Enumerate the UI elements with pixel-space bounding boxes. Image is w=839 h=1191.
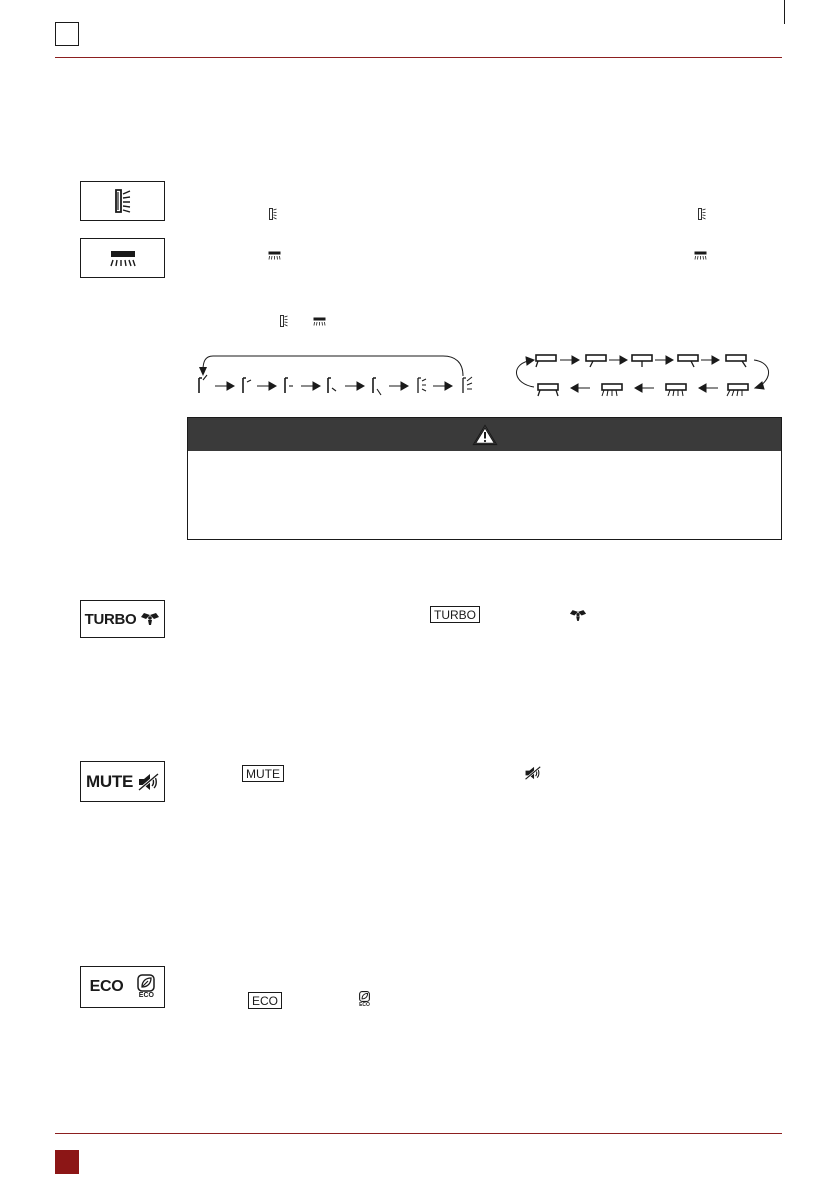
unit-top-4 xyxy=(678,355,698,367)
vertical-swing-sequence xyxy=(193,340,483,396)
horizontal-swing-sequence xyxy=(508,350,782,400)
louver-position-6 xyxy=(418,378,426,393)
section-marker-box xyxy=(55,22,79,46)
unit-top-5 xyxy=(726,355,746,367)
eco-button[interactable] xyxy=(80,966,165,1008)
louver-position-4 xyxy=(328,378,336,393)
louver-position-5 xyxy=(373,378,381,395)
horizontal-louver-icon xyxy=(268,251,281,260)
eco-leaf-icon xyxy=(359,991,370,1008)
vertical-louver-icon xyxy=(698,208,706,220)
turbo-fan-icon xyxy=(569,609,587,622)
mute-icon xyxy=(137,773,159,791)
turbo-button[interactable] xyxy=(80,600,165,638)
unit-top-1 xyxy=(536,355,556,367)
eco-leaf-icon xyxy=(137,974,155,1000)
eco-button-label: ECO xyxy=(89,978,124,995)
header-rule xyxy=(55,57,782,58)
page-number-marker xyxy=(55,1150,79,1174)
louver-position-3 xyxy=(285,378,293,393)
mute-button[interactable] xyxy=(80,761,165,802)
unit-bottom-1 xyxy=(538,384,558,396)
unit-top-2 xyxy=(586,355,606,367)
vertical-louver-icon xyxy=(269,208,277,220)
warning-box xyxy=(187,417,782,540)
turbo-button-label: TURBO xyxy=(84,610,137,628)
mute-key-inline: MUTE xyxy=(242,765,284,782)
mute-icon xyxy=(524,766,541,780)
louver-position-1 xyxy=(199,375,207,393)
crop-mark xyxy=(784,0,785,24)
turbo-key-inline: TURBO xyxy=(430,606,480,623)
unit-bottom-4 xyxy=(727,384,748,396)
louver-position-2 xyxy=(243,378,251,393)
eco-badge-text: ECO xyxy=(138,992,154,999)
unit-bottom-2 xyxy=(602,384,622,396)
horizontal-louver-icon xyxy=(313,317,326,326)
horizontal-swing-button[interactable] xyxy=(80,238,165,278)
unit-top-3 xyxy=(632,355,652,367)
vertical-louver-icon xyxy=(112,188,134,214)
eco-inline-badge-text: ECO xyxy=(359,1002,370,1008)
turbo-fan-icon xyxy=(140,612,160,626)
unit-bottom-3 xyxy=(666,384,686,396)
horizontal-louver-icon xyxy=(694,251,707,260)
horizontal-louver-icon xyxy=(109,248,137,268)
eco-key-inline: ECO xyxy=(248,992,282,1009)
louver-position-7 xyxy=(463,377,472,393)
footer-rule xyxy=(55,1133,782,1134)
mute-button-label: MUTE xyxy=(86,771,133,791)
vertical-swing-button[interactable] xyxy=(80,181,165,221)
warning-triangle-icon xyxy=(472,424,498,446)
vertical-louver-icon xyxy=(280,315,288,327)
warning-header-bar xyxy=(188,418,781,451)
